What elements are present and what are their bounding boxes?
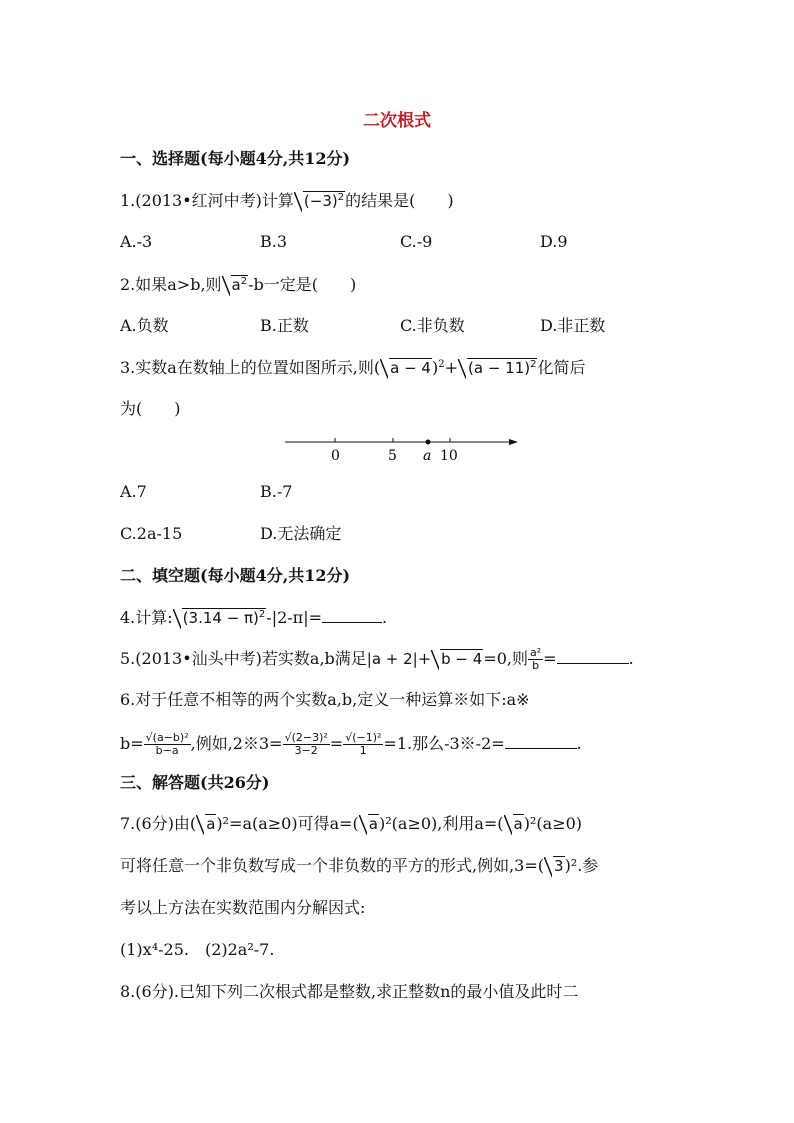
question-8-line1: 8.(6分).已知下列二次根式都是整数,求正整数n的最小值及此时二 xyxy=(120,982,579,1001)
sqrt-symbol: a xyxy=(196,813,216,835)
sqrt-symbol: $(-3)^2$ xyxy=(294,190,345,212)
question-6-line1: 6.对于任意不相等的两个实数a,b,定义一种运算※如下:a※ xyxy=(120,690,530,709)
label-0: 0 xyxy=(331,448,340,464)
question-2: 2.如果a>b,则 $a^2-b$一定是( ) xyxy=(120,275,357,294)
q2-option-a: A.负数 xyxy=(120,316,169,335)
q1-option-c: C.-9 xyxy=(400,232,433,251)
q3-option-c: C.2a-15 xyxy=(120,524,183,543)
q3-option-d: D.无法确定 xyxy=(260,524,342,543)
sqrt-symbol: a − 4 xyxy=(380,357,432,379)
sqrt-symbol: a xyxy=(359,813,379,835)
sqrt-symbol: b − 4 xyxy=(431,648,483,670)
question-1 xyxy=(120,190,454,212)
fraction: $\frac{\text{a²}}{b}$ xyxy=(530,646,542,672)
q1-prefix: 1.(2013•红河中考)计算 xyxy=(120,191,294,210)
arrow-head-icon xyxy=(509,439,518,445)
q3-option-a: A.7 xyxy=(120,482,147,501)
q2-option-c: C.非负数 xyxy=(400,316,465,335)
question-7-line4: (1)x⁴-25. (2)2a²-7. xyxy=(120,940,275,959)
number-line-figure xyxy=(280,432,525,466)
question-7-line2: 可将任意一个非负数写成一个非负数的平方的形式,例如,3=( 3)².参 xyxy=(120,856,599,875)
answer-blank[interactable] xyxy=(557,649,629,664)
fraction: $\frac{\text{√(2−3)²}}{3-2}$ xyxy=(284,731,328,757)
question-5: 5.(2013•汕头中考)若实数a,b满足|a + 2|+ b − 4=0,则 $\frac{\text{a²}}{b}$ = . xyxy=(120,646,634,672)
sqrt-symbol: $(3.14 - \pi)^2$ xyxy=(173,607,267,629)
section-heading-solve: 三、解答题(共26分) xyxy=(120,773,270,792)
question-6-line2: b= $\frac{\text{√(a−b)²}}{b-a}$ ,例如,2※3= $\frac{\text{√(2−3)²}}{3-2}$ = $\frac{\text{√(−1)²}}{1}$ =1.那么-3※-2= . xyxy=(120,731,582,757)
question-7-line3: 考以上方法在实数范围内分解因式: xyxy=(120,898,366,917)
q2-option-b: B.正数 xyxy=(260,316,309,335)
section-heading-fill: 二、填空题(每小题4分,共12分) xyxy=(120,566,351,585)
q1-option-b: B.3 xyxy=(260,232,288,251)
answer-blank[interactable] xyxy=(322,608,382,623)
label-10: 10 xyxy=(440,448,458,464)
q3-option-b: B.-7 xyxy=(260,482,293,501)
page-title: 二次根式 xyxy=(363,111,431,131)
fraction: $\frac{\text{√(−1)²}}{1}$ xyxy=(345,731,382,757)
sqrt-symbol: a xyxy=(504,813,524,835)
fraction: $\frac{\text{√(a−b)²}}{b-a}$ xyxy=(145,731,189,757)
section-heading-choice: 一、选择题(每小题4分,共12分) xyxy=(120,149,351,168)
point-a xyxy=(426,440,431,445)
q1-option-a: A.-3 xyxy=(120,232,153,251)
question-7-line1: 7.(6分)由( a)²=a(a≥0)可得a=( a)²(a≥0),利用a=( a)²(a≥0) xyxy=(120,814,583,833)
sqrt-symbol: 3 xyxy=(544,855,565,877)
label-a: a xyxy=(423,448,432,464)
q2-option-d: D.非正数 xyxy=(540,316,606,335)
label-5: 5 xyxy=(388,448,397,464)
question-3-line2: 为( ) xyxy=(120,399,181,418)
question-4: 4.计算: $(3.14 - \pi)^2-|2-\pi|=$ . xyxy=(120,608,388,627)
question-3: 3.实数a在数轴上的位置如图所示,则( $a - 4)^2+ (a - 11)^2$化简后 xyxy=(120,358,586,377)
sqrt-symbol: $(a - 11)^2$ xyxy=(458,357,537,379)
q1-option-d: D.9 xyxy=(540,232,568,251)
q1-suffix: 的结果是( ) xyxy=(345,191,454,210)
sqrt-symbol: $a^2$ xyxy=(222,274,249,296)
answer-blank[interactable] xyxy=(505,734,577,749)
